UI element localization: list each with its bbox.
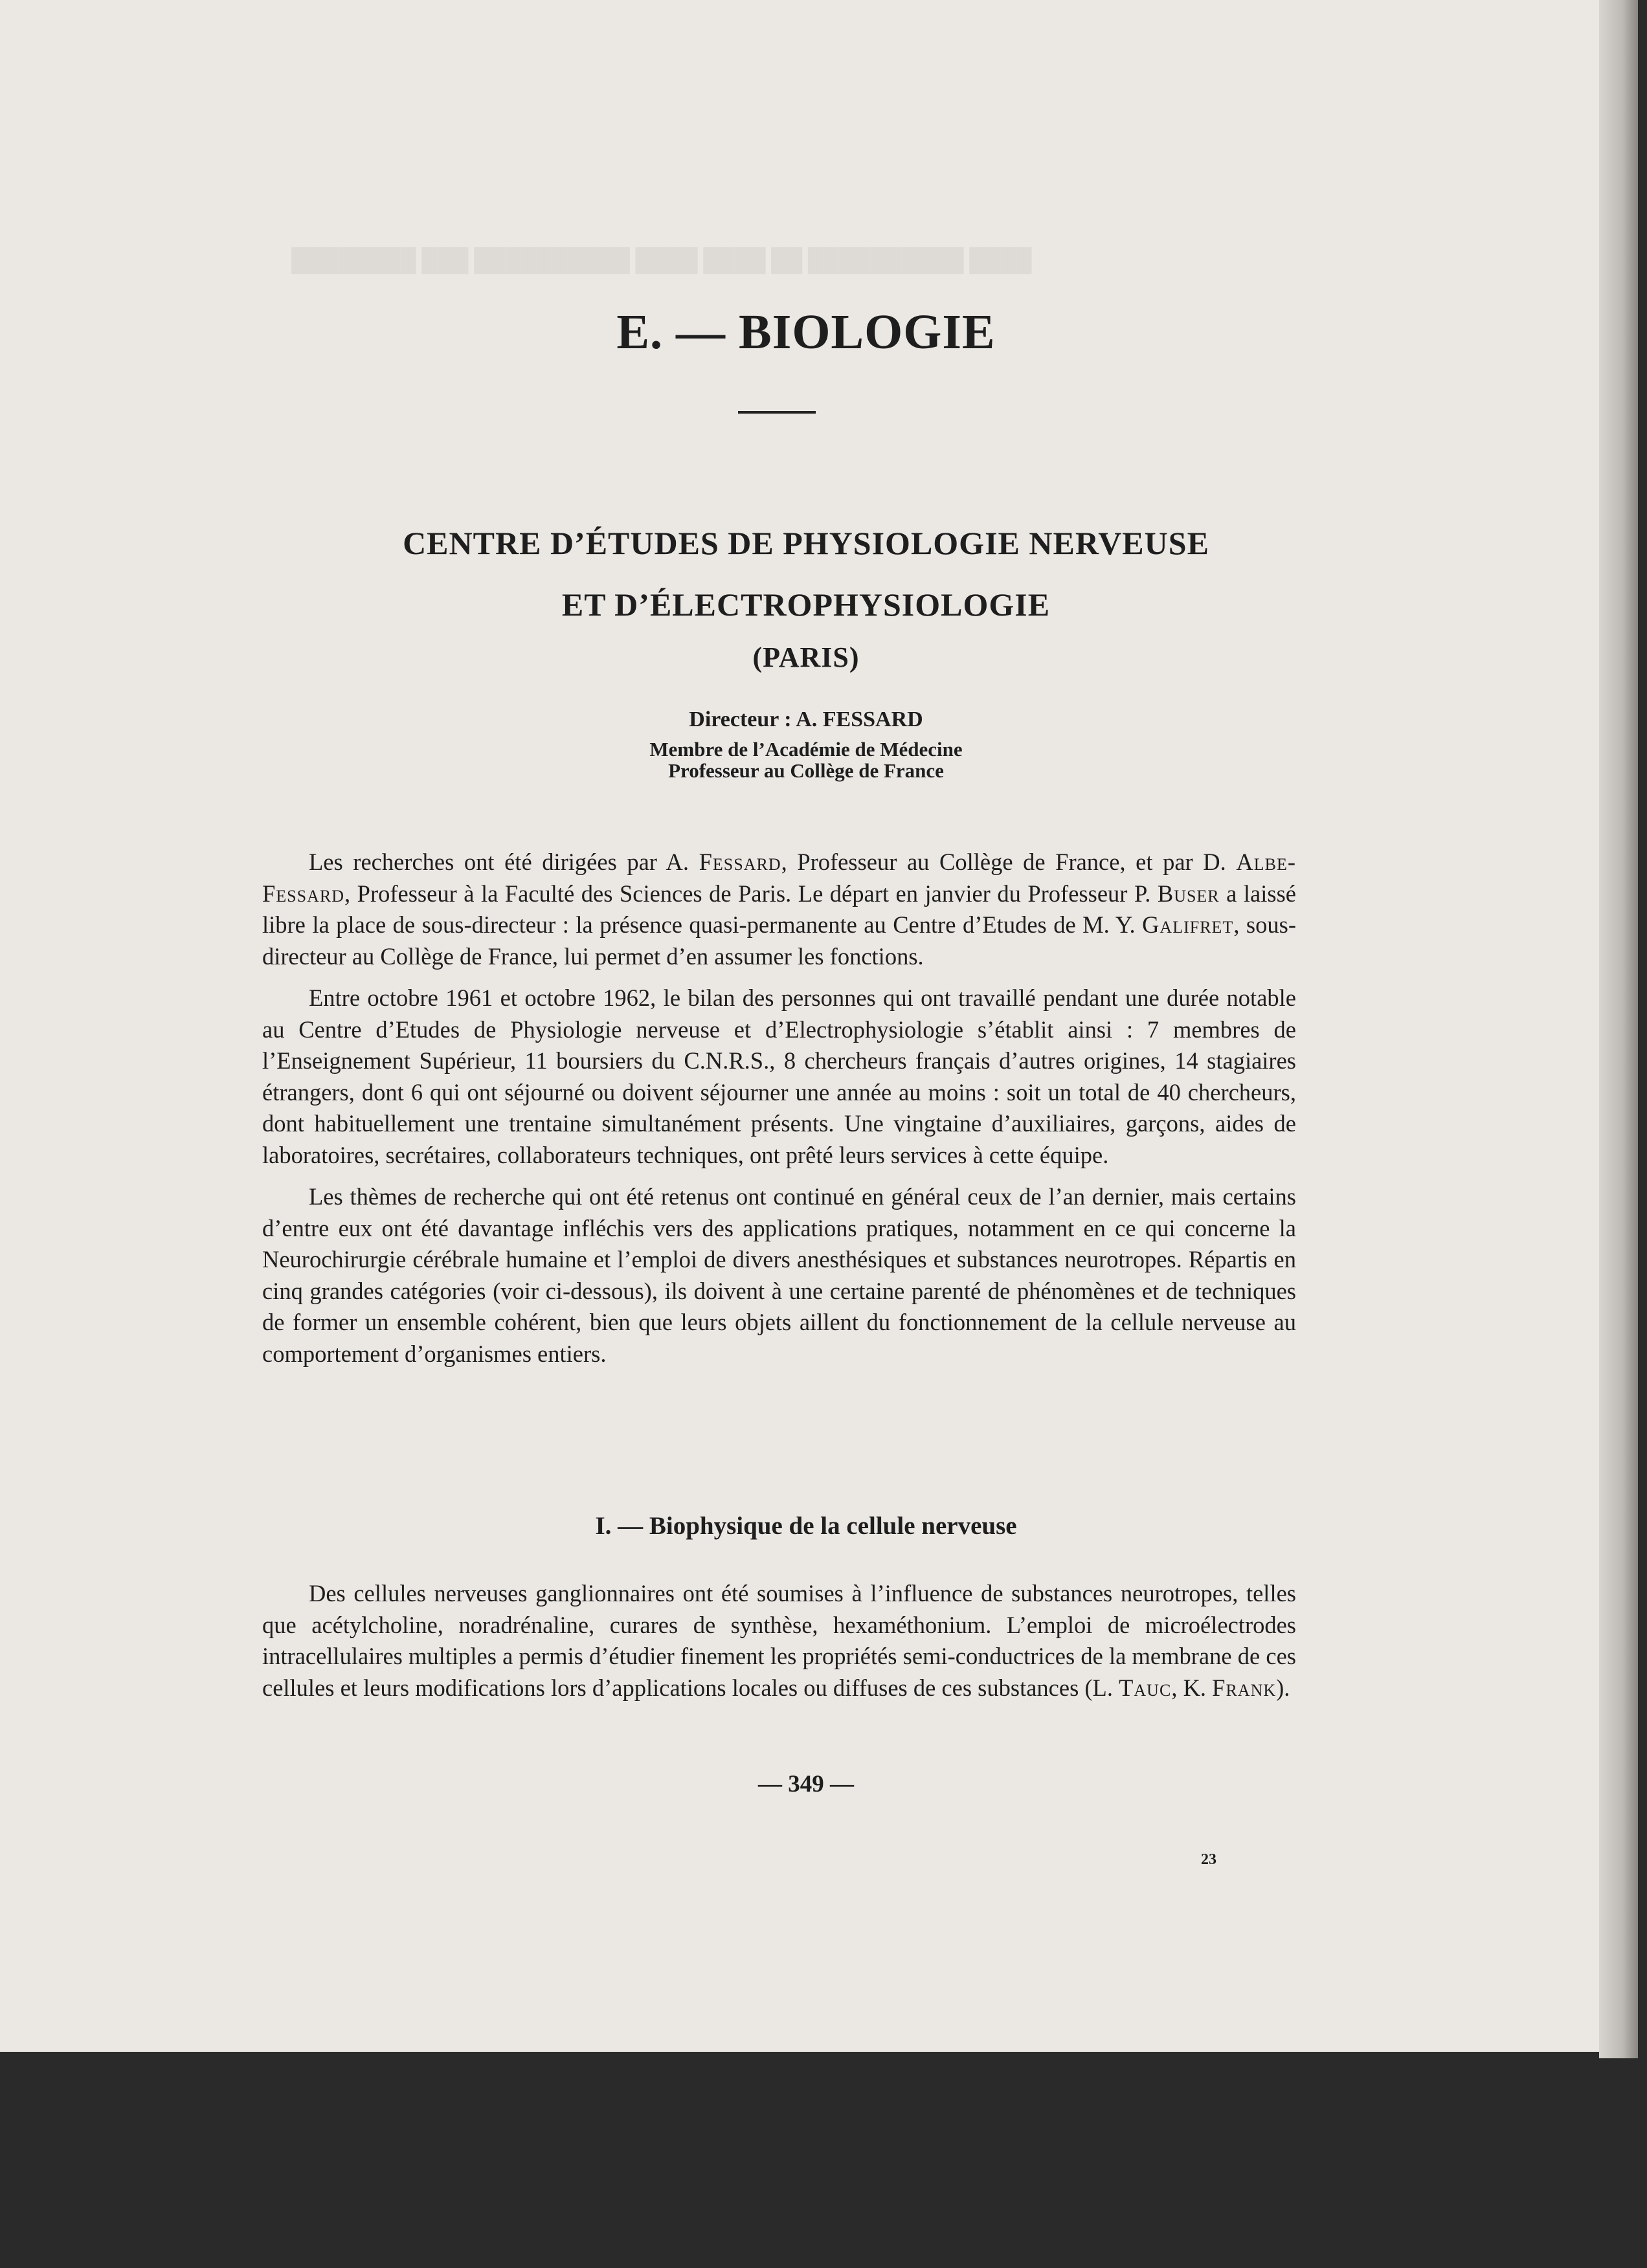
section-heading-biologie: E. — BIOLOGIE [616,305,996,359]
director-affiliation-2: Professeur au Collège de France [668,759,944,782]
author-name: Buser [1157,880,1220,907]
author-name: Albe-Fessard [262,849,1296,907]
page-number: — 349 — [758,1771,854,1797]
paragraph-3: Les thèmes de recherche qui ont été retenus ont continué en général ceux de l’an dernier, mais certains d’entre eux ont été davantage infléchis vers des applications pratiques, notamment en ce qui concerne la Neurochirurgie cérébrale humaine et l’emploi de divers anesthésiques et substances neurotropes. Répartis en cinq grandes catégories (voir ci-dessous), ils doivent à une certaine parenté de phénomènes et de techniques de former un ensemble cohérent, bien que leurs objets aillent du fonctionnement de la cellule nerveuse au comportement d’organismes entiers. [262,1183,1296,1367]
director-affiliation-1: Membre de l’Académie de Médecine [649,738,963,761]
paragraph-4: Des cellules nerveuses ganglionnaires ont été soumises à l’influence de substances neurotropes, telles que acétylcholine, noradrénaline, curares de synthèse, hexaméthonium. L’emploi de microélectrodes intracellulaires multiples a permis d’étudier finement les propriétés semi-conductrices de la membrane de ces cellules et leurs modifications lors d’applications locales ou diffuses de ces substances (L. Tauc, K. Frank). [262,1580,1296,1701]
director-line: Directeur : A. FESSARD [689,707,923,731]
paragraph-1: Les recherches ont été dirigées par A. Fessard, Professeur au Collège de France, et par D. Albe-Fessard, Professeur à la Faculté des Sciences de Paris. Le départ en janvier du Professeur P. Buser a laissé libre la place de sous-directeur : la présence quasi-permanente au Centre d’Etudes de M. Y. Galifret, sous-directeur au Collège de France, lui permet d’en assumer les fonctions. [262,849,1296,970]
page-edge [1599,0,1638,2058]
author-name: Tauc [1119,1674,1172,1701]
author-name: Fessard [699,849,781,875]
subsection-text [262,1578,1296,1704]
heading-rule [738,411,816,414]
author-name: Frank [1212,1674,1277,1701]
author-name: Galifret [1142,911,1234,938]
sheet-number: 23 [1201,1851,1216,1868]
body-text [262,847,1296,1370]
centre-title-line-1: CENTRE D’ÉTUDES DE PHYSIOLOGIE NERVEUSE [403,525,1209,561]
bleed-through-decoration: ████ ██████████ ██ ████ ████ ██████████ ███ ████████ [291,249,1032,272]
centre-location: (PARIS) [752,641,860,673]
subsection-heading: I. — Biophysique de la cellule nerveuse [595,1512,1017,1540]
paragraph-2: Entre octobre 1961 et octobre 1962, le bilan des personnes qui ont travaillé pendant une durée notable au Centre d’Etudes de Physiologie nerveuse et d’Electrophysiologie s’établit ainsi : 7 membres de l’Enseignement Supérieur, 11 boursiers du C.N.R.S., 8 chercheurs français d’autres origines, 14 stagiaires étrangers, dont 6 qui ont séjourné ou doivent séjourner une année au moins : soit un total de 40 chercheurs, dont habituellement une trentaine simultanément présents. Une vingtaine d’auxiliaires, garçons, aides de laboratoires, secrétaires, collaborateurs techniques, ont prêté leurs services à cette équipe. [262,984,1296,1168]
centre-title-line-2: ET D’ÉLECTROPHYSIOLOGIE [561,586,1051,623]
